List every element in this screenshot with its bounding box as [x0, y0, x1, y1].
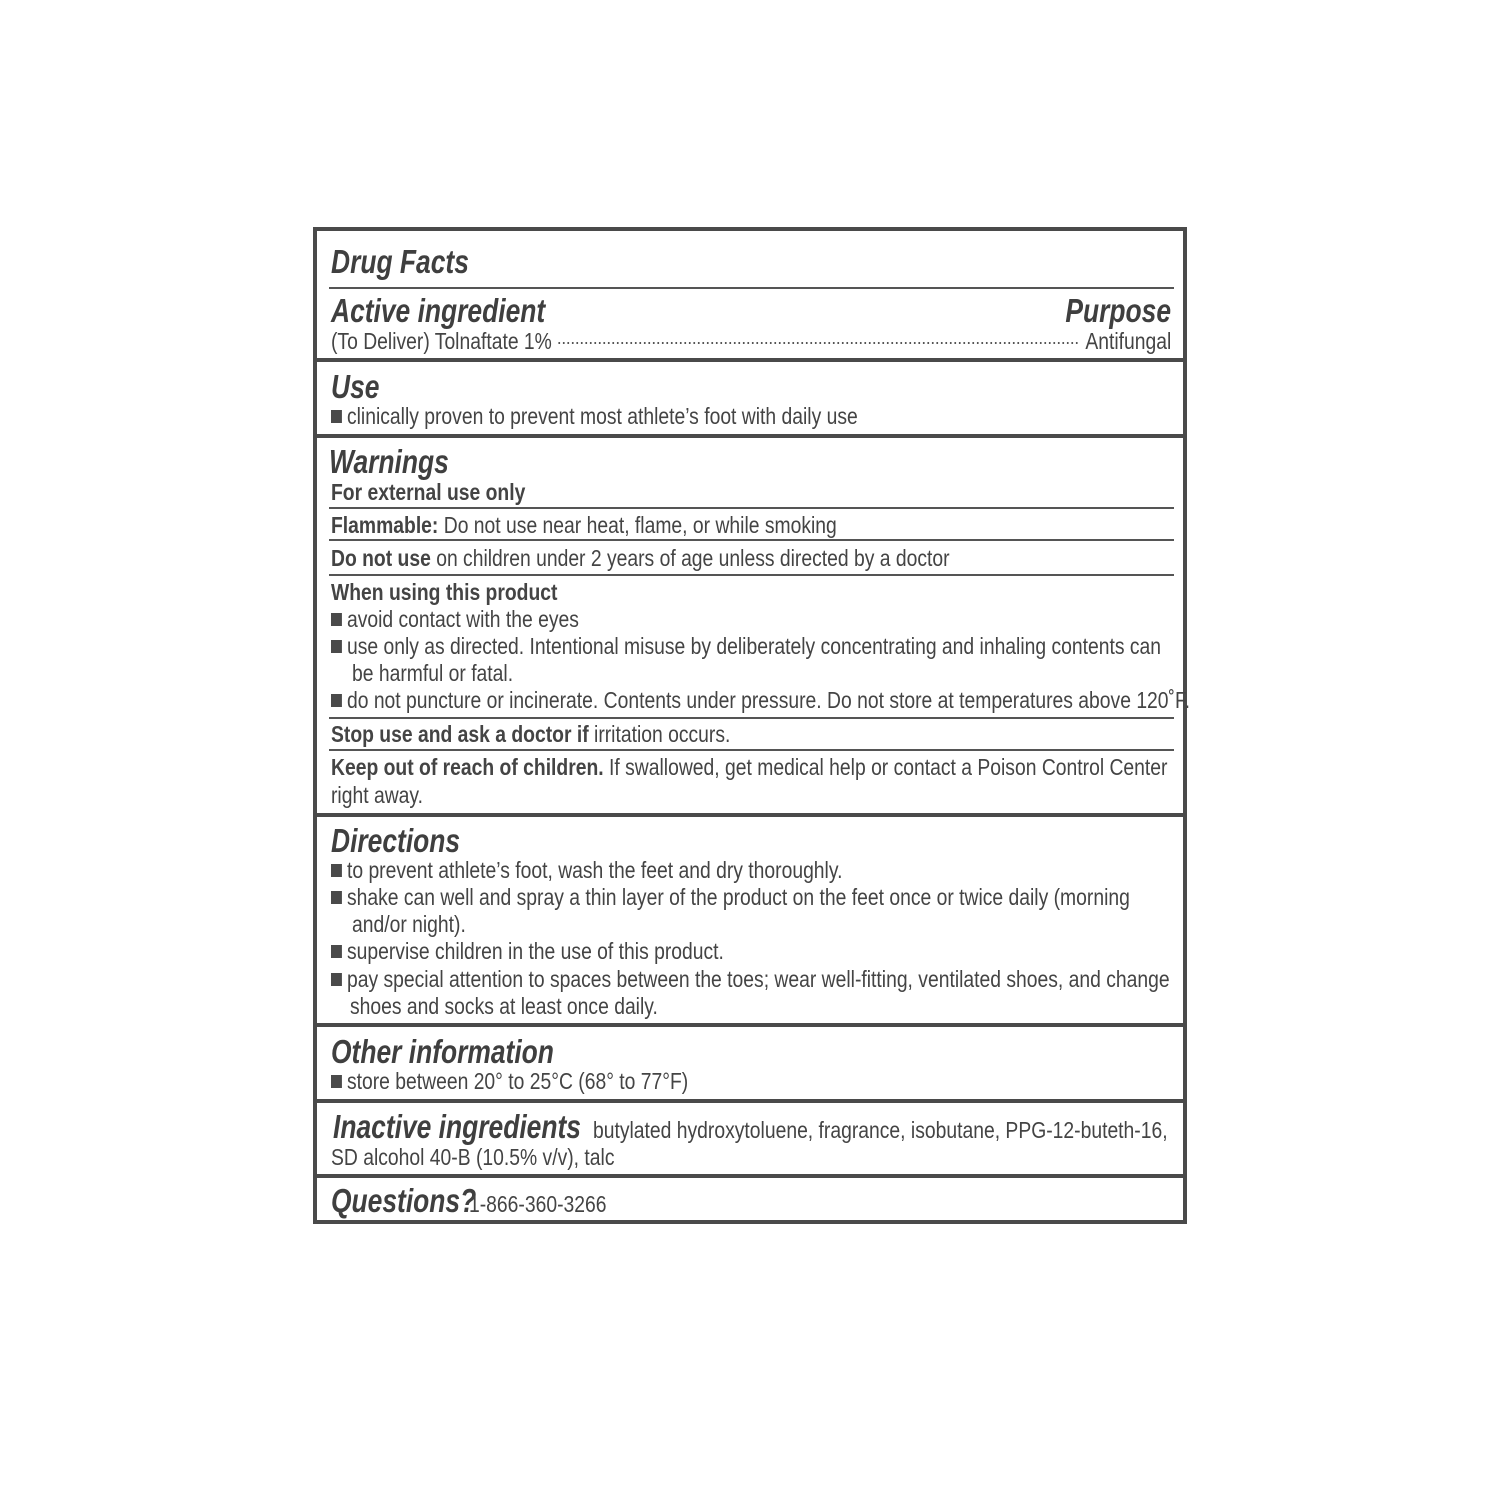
use-item: clinically proven to prevent most athlete’s foot with daily use: [331, 403, 858, 430]
flammable-warning: Flammable: Do not use near heat, flame, or while smoking: [331, 512, 837, 538]
do-not-use-warning: Do not use on children under 2 years of age unless directed by a doctor: [331, 545, 950, 571]
directions-heading: Directions: [331, 822, 461, 859]
section-divider: [317, 358, 1183, 362]
section-divider: [317, 434, 1183, 438]
divider: [329, 507, 1174, 509]
drug-facts-panel: [313, 227, 1191, 1224]
bullet-icon: [331, 945, 342, 958]
bullet-icon: [331, 973, 342, 986]
bullet-icon: [331, 410, 342, 423]
section-divider: [317, 1023, 1183, 1027]
list-item: use only as directed. Intentional misuse by deliberately concentrating and inhaling contents can: [331, 633, 1161, 660]
active-ingredient-heading: Active ingredient: [331, 292, 546, 329]
warnings-heading: Warnings: [329, 443, 449, 480]
inactive-ingredients-text: butylated hydroxytoluene, fragrance, isobutane, PPG-12-buteth-16,: [593, 1117, 1168, 1143]
divider: [329, 574, 1174, 576]
bullet-icon: [331, 891, 342, 904]
list-item: shake can well and spray a thin layer of the product on the feet once or twice daily (morning: [331, 884, 1130, 911]
inactive-ingredients-heading: Inactive ingredients: [333, 1108, 581, 1145]
bullet-icon: [331, 694, 342, 707]
list-item: avoid contact with the eyes: [331, 606, 579, 633]
list-item-continued: and/or night).: [352, 911, 466, 937]
list-item-continued: shoes and socks at least once daily.: [350, 993, 658, 1019]
section-divider: [317, 813, 1183, 817]
bullet-icon: [331, 1075, 342, 1088]
questions-phone: 1-866-360-3266: [469, 1191, 607, 1217]
when-using-heading: When using this product: [331, 579, 558, 605]
external-use-text: For external use only: [331, 479, 526, 505]
list-item: do not puncture or incinerate. Contents under pressure. Do not store at temperatures above 120˚F.: [331, 687, 1190, 714]
purpose-heading: Purpose: [1065, 292, 1171, 329]
section-divider: [317, 1174, 1183, 1178]
stop-use-warning: Stop use and ask a doctor if irritation occurs.: [331, 721, 731, 747]
page-title: Drug Facts: [331, 243, 469, 280]
purpose-value: Antifungal: [1085, 328, 1171, 354]
bullet-icon: [331, 613, 342, 626]
keep-out-warning: Keep out of reach of children. If swallowed, get medical help or contact a Poison Control Center: [331, 754, 1168, 780]
inactive-ingredients-text-continued: SD alcohol 40-B (10.5% v/v), talc: [331, 1144, 615, 1170]
use-heading: Use: [331, 368, 380, 405]
active-ingredient-value: (To Deliver) Tolnaftate 1%: [331, 328, 552, 354]
divider: [329, 749, 1174, 751]
questions-heading: Questions?: [331, 1182, 477, 1219]
dot-leader: [557, 342, 1079, 344]
bullet-icon: [331, 640, 342, 653]
section-divider: [317, 1099, 1183, 1103]
divider: [329, 717, 1174, 719]
list-item: supervise children in the use of this product.: [331, 938, 724, 965]
bullet-icon: [331, 864, 342, 877]
list-item: store between 20° to 25°C (68° to 77°F): [331, 1068, 688, 1095]
divider: [329, 287, 1174, 289]
list-item: to prevent athlete’s foot, wash the feet and dry thoroughly.: [331, 857, 842, 884]
list-item: pay special attention to spaces between the toes; wear well-fitting, ventilated shoes, and change: [331, 966, 1170, 993]
list-item-continued: be harmful or fatal.: [352, 660, 514, 686]
divider: [329, 539, 1174, 541]
keep-out-warning-continued: right away.: [331, 782, 423, 808]
other-information-heading: Other information: [331, 1033, 554, 1070]
